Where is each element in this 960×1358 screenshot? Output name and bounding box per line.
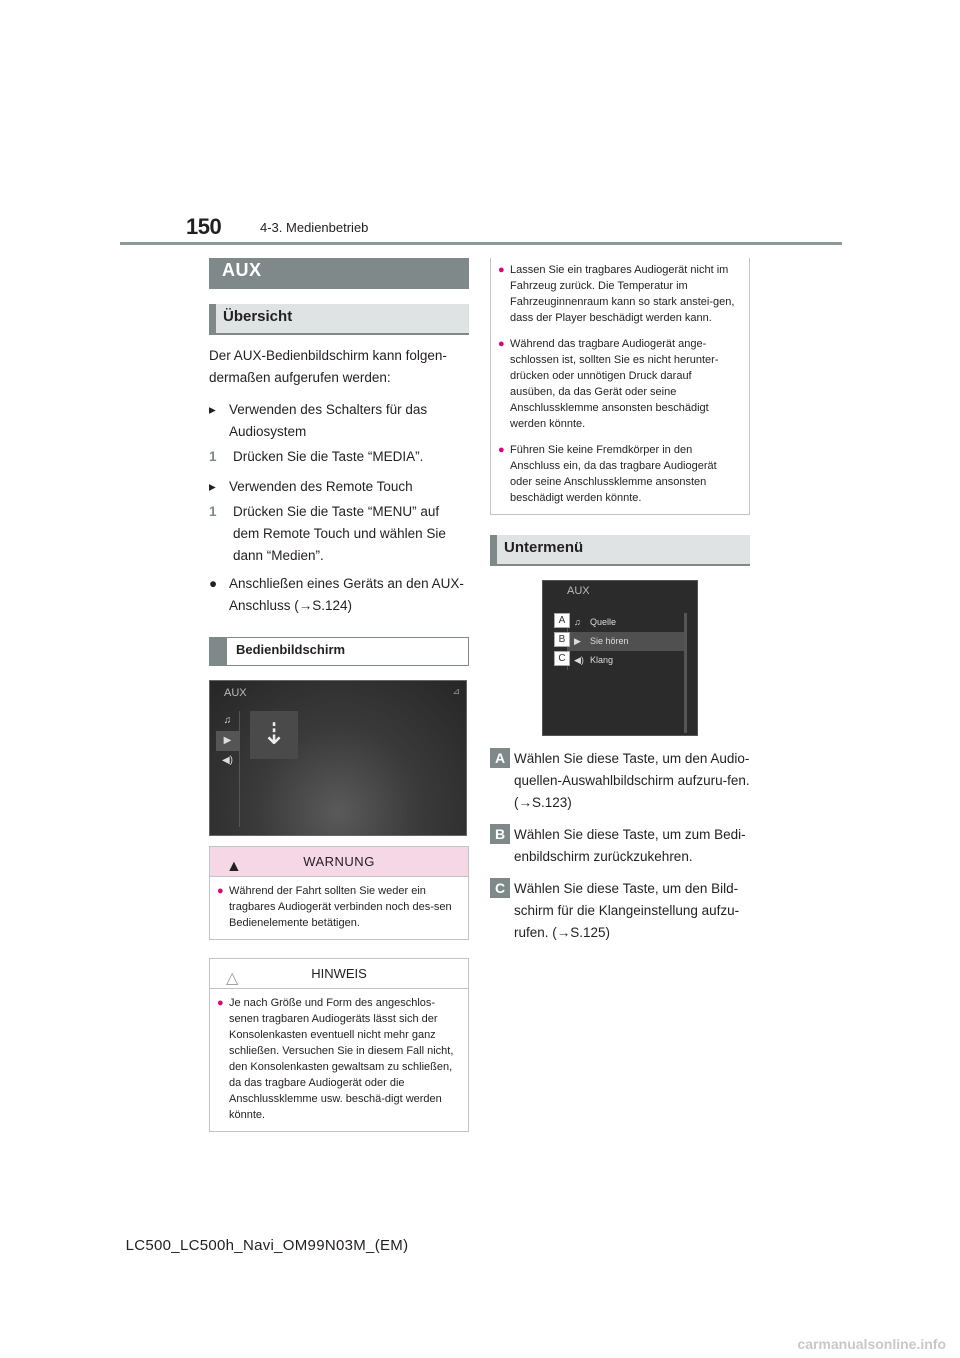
- description-text: Wählen Sie diese Taste, um zum Bedi-enbildschirm zurückzukehren.: [514, 827, 746, 864]
- warning-item-text: Während der Fahrt sollten Sie weder ein tragbares Audiogerät verbinden noch des-sen Bedienelemente betätigen.: [229, 885, 452, 929]
- notice-continued-box: [490, 258, 750, 515]
- manual-code: LC500_LC500h_Navi_OM99N03M_(EM): [125, 1237, 409, 1254]
- callout-tag: C: [554, 651, 570, 666]
- step-1: [209, 446, 469, 468]
- step-2-number: 1: [209, 504, 217, 519]
- callout-tag: A: [554, 613, 570, 628]
- aux-screen-label: AUX: [224, 687, 247, 699]
- intro-text: Der AUX-Bedienbildschirm kann folgen-dermaßen aufgerufen werden:: [209, 348, 447, 385]
- warning-body: [210, 877, 468, 939]
- dot-bullet-icon: ●: [498, 338, 505, 350]
- notice-continued-body: [491, 258, 749, 514]
- method-2: [209, 476, 469, 498]
- warning-header: [210, 847, 468, 877]
- submenu-row-listening: [568, 632, 685, 651]
- source-icon: ♫: [574, 617, 581, 627]
- submenu-row-text: Klang: [590, 655, 614, 665]
- watermark: carmanualsonline.info: [797, 1336, 946, 1352]
- left-column: [209, 258, 469, 1132]
- notice-item-text: Führen Sie keine Fremdkörper in den Anschluss ein, da das tragbare Audiogerät oder seine Anschlussklemme ansonsten beschädigt werden könnte.: [510, 444, 717, 504]
- triangle-bullet-icon: ▸: [209, 402, 216, 417]
- notice-item: [498, 336, 739, 432]
- play-icon: ▶: [216, 731, 239, 751]
- speaker-icon: ◀): [221, 755, 234, 766]
- notice-title: HINWEIS: [311, 966, 367, 981]
- footer: [0, 1237, 960, 1254]
- description-text: Wählen Sie diese Taste, um den Bild-schirm für die Klangeinstellung aufzu-rufen. (→S.125): [514, 881, 740, 940]
- submenu-row-text: Sie hören: [590, 636, 629, 646]
- header-rule: [120, 242, 842, 245]
- overview-title: Übersicht: [209, 304, 469, 335]
- aux-plug-icon: ⇣: [250, 711, 298, 759]
- step-2-text: Drücken Sie die Taste “MENU” auf dem Remote Touch und wählen Sie dann “Medien”.: [233, 504, 446, 563]
- step-2: [209, 501, 469, 567]
- aux-screen-image: [209, 680, 467, 836]
- submenu-title: Untermenü: [490, 535, 750, 566]
- description-letter: C: [490, 878, 510, 898]
- method-1-text: Verwenden des Schalters für das Audiosystem: [229, 402, 428, 439]
- notice-item: [498, 262, 739, 326]
- submenu-screen-label: AUX: [567, 585, 590, 597]
- screen-title: Bedienbildschirm: [209, 637, 469, 666]
- triangle-bullet-icon: ▸: [209, 479, 216, 494]
- step-1-number: 1: [209, 449, 217, 464]
- notice-triangle-icon: △: [226, 970, 239, 987]
- description-a: [490, 748, 750, 814]
- notice-header: [210, 959, 468, 989]
- page-number: 150: [186, 214, 222, 239]
- signal-icon: ⊿: [452, 686, 460, 696]
- description-c: [490, 878, 750, 944]
- method-1: [209, 399, 469, 443]
- notice-item-text: Während das tragbare Audiogerät ange-schlossen ist, sollten Sie es nicht herunter-drücken oder unnötigen Druck darauf ausüben, da das Gerät oder seine Anschlussklemme ansonsten beschädigt werden könnte.: [510, 338, 719, 430]
- source-icon: ♫: [223, 715, 232, 726]
- dot-bullet-icon: ●: [498, 444, 505, 456]
- submenu-screen-image: [542, 580, 698, 736]
- dot-bullet-icon: ●: [209, 576, 218, 591]
- warning-title: WARNUNG: [303, 854, 375, 869]
- notice-item-text: Je nach Größe und Form des angeschlos-senen tragbaren Audiogeräts lässt sich der Konsolenkasten eventuell nicht mehr ganz schließen. Versuchen Sie in diesem Fall nicht, den Konsolenkasten gewaltsam zu schließen, da das tragbare Audiogerät oder die Anschlussklemme usw. beschä-digt werden könnte.: [229, 997, 454, 1121]
- notice-box: [209, 958, 469, 1132]
- warning-item: [217, 883, 458, 931]
- description-text: Wählen Sie diese Taste, um den Audio-quellen-Auswahlbildschirm aufzuru-fen. (→S.123): [514, 751, 750, 810]
- scrollbar: [684, 613, 687, 733]
- step-1-text: Drücken Sie die Taste “MEDIA”.: [233, 449, 424, 464]
- aux-title: AUX: [209, 258, 469, 289]
- dot-bullet-icon: ●: [217, 885, 224, 897]
- connect-note-text: Anschließen eines Geräts an den AUX-Anschluss (→S.124): [229, 576, 464, 613]
- description-letter: A: [490, 748, 510, 768]
- description-b: [490, 824, 750, 868]
- submenu-row-sound: [568, 651, 685, 670]
- method-2-text: Verwenden des Remote Touch: [229, 479, 413, 494]
- aux-screen-sidebar: [216, 711, 240, 827]
- section-label: 4-3. Medienbetrieb: [260, 220, 369, 235]
- warning-triangle-icon: ▲: [226, 858, 243, 875]
- speaker-icon: ◀): [574, 655, 584, 665]
- submenu-list: [567, 613, 685, 670]
- submenu-row-source: [568, 613, 685, 632]
- notice-item: [498, 442, 739, 506]
- callout-tag: B: [554, 632, 570, 647]
- connect-note: [209, 573, 469, 617]
- notice-item-text: Lassen Sie ein tragbares Audiogerät nicht im Fahrzeug zurück. Die Temperatur im Fahrzeuginnenraum kann so stark anstei-gen, dass der Player beschädigt werden kann.: [510, 264, 735, 324]
- notice-body: [210, 989, 468, 1131]
- dot-bullet-icon: ●: [217, 997, 224, 1009]
- dot-bullet-icon: ●: [498, 264, 505, 276]
- notice-item: [217, 995, 458, 1123]
- play-icon: ▶: [574, 636, 581, 646]
- warning-box: [209, 846, 469, 940]
- right-column: [490, 258, 750, 944]
- description-letter: B: [490, 824, 510, 844]
- submenu-row-text: Quelle: [590, 617, 617, 627]
